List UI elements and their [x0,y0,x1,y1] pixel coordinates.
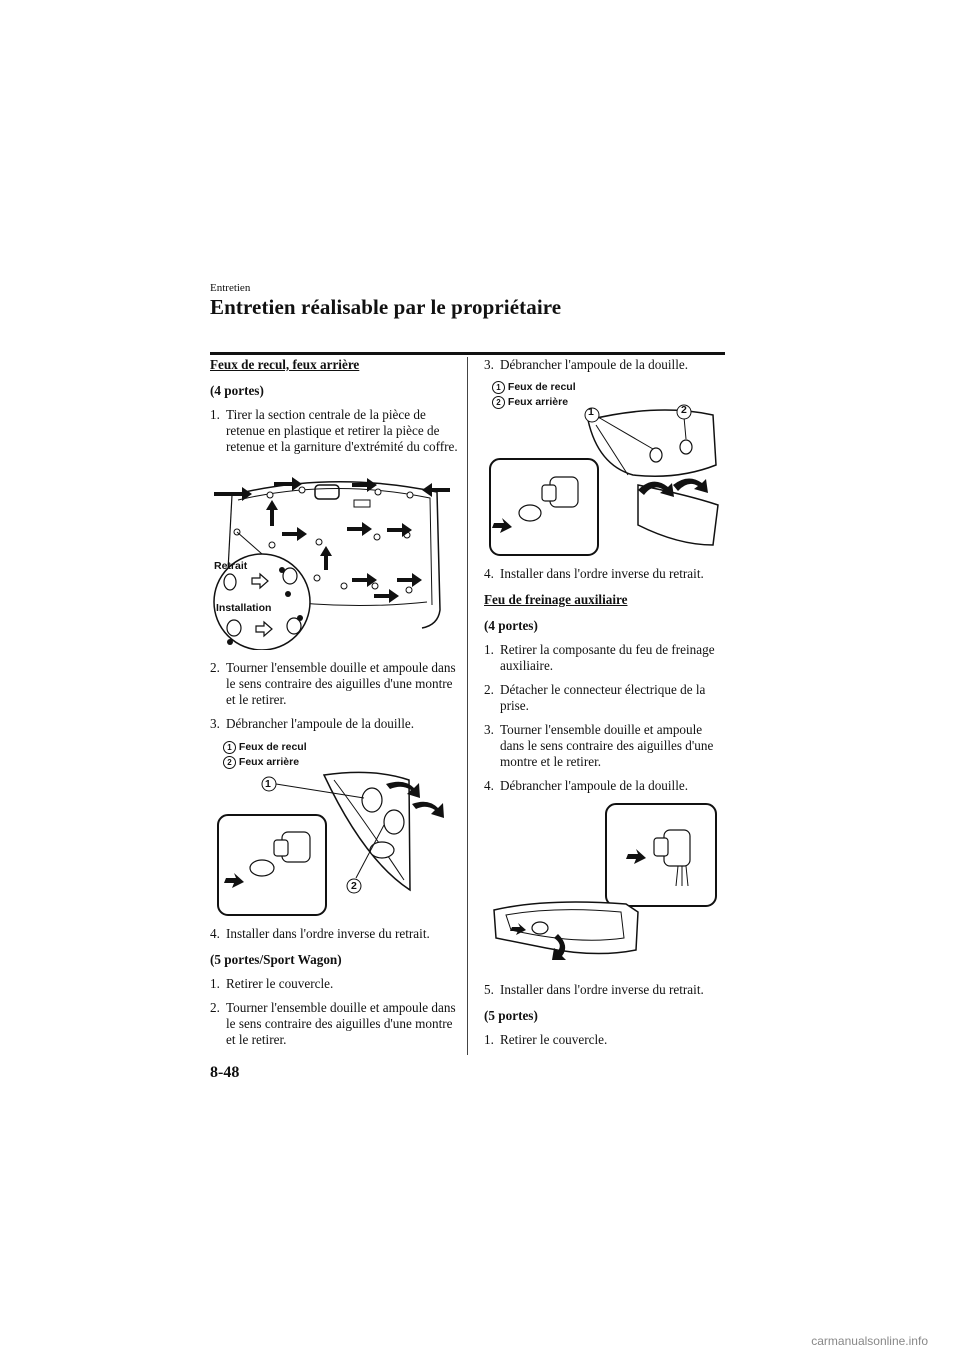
trunk-trim-figure [212,470,452,650]
callout-number-icon: 1 [223,741,236,754]
step-number: 4. [484,778,494,793]
header-rule [210,352,725,355]
callout-number: 1 [265,778,271,790]
step-number: 4. [484,566,494,581]
step-number: 3. [484,722,494,737]
hatchback-lamp-figure [488,395,724,560]
subheading-4-doors: (4 portes) [210,383,264,398]
step-text: Retirer le couvercle. [226,976,334,991]
step-text: Installer dans l'ordre inverse du retrait. [226,926,430,941]
subheading-5-doors-sport-wagon: (5 portes/Sport Wagon) [210,952,342,967]
callout-number-icon: 2 [223,756,236,769]
step-text: Tourner l'ensemble douille et ampoule dans le sens contraire des aiguilles d'une montre et le retirer. [500,722,714,769]
left-column-bottom [210,926,460,1048]
step-item [484,566,729,582]
right-column-middle [484,566,729,794]
step-item [484,682,729,714]
callout-number: 2 [681,404,687,416]
step-item [484,1032,729,1048]
step-number: 1. [484,1032,494,1047]
step-text: Détacher le connecteur électrique de la prise. [500,682,706,713]
step-text: Tourner l'ensemble douille et ampoule dans le sens contraire des aiguilles d'une montre et le retirer. [226,1000,456,1047]
callout-number: 2 [351,880,357,892]
figure-label-removal: Retrait [214,560,248,572]
page-number: 8-48 [210,1064,240,1081]
legend-text: Feux arrière [238,756,300,768]
step-item [484,778,729,794]
page-title: Entretien réalisable par le propriétaire [210,295,562,319]
step-text: Retirer la composante du feu de freinage auxiliaire. [500,642,715,673]
figure-legend-item [223,756,299,769]
step-number: 4. [210,926,220,941]
step-text: Débrancher l'ampoule de la douille. [500,778,689,793]
step-item [210,1000,460,1048]
step-number: 2. [210,1000,220,1015]
figure-legend-item [223,741,307,754]
step-item [210,976,460,992]
watermark: carmanualsonline.info [811,1334,928,1348]
callout-number-icon: 1 [492,381,505,394]
step-number: 1. [484,642,494,657]
step-item [210,660,460,708]
step-item [484,357,729,373]
auxiliary-brake-light-figure [486,800,722,972]
right-column-bottom [484,982,729,1048]
column-divider [467,357,468,1055]
step-number: 1. [210,407,220,422]
left-column-middle [210,660,460,732]
step-text: Débrancher l'ampoule de la douille. [500,357,689,372]
rear-lamp-bulb-figure [214,770,450,920]
step-text: Installer dans l'ordre inverse du retrait. [500,982,704,997]
step-number: 1. [210,976,220,991]
step-text: Tirer la section centrale de la pièce de retenue en plastique et retirer la pièce de retenue et la garniture d'extrémité du coffre. [226,407,458,454]
subheading-5-doors: (5 portes) [484,1008,538,1023]
step-item [210,926,460,942]
step-item [210,716,460,732]
step-text: Installer dans l'ordre inverse du retrait. [500,566,704,581]
step-number: 5. [484,982,494,997]
step-number: 3. [210,716,220,731]
figure-legend-item [492,381,576,394]
step-item [210,407,460,455]
step-item [484,642,729,674]
step-item [484,722,729,770]
callout-number: 1 [588,406,594,418]
step-text: Débrancher l'ampoule de la douille. [226,716,415,731]
legend-text: Feux de recul [238,741,307,753]
legend-text: Feux arrière [507,396,569,408]
step-text: Tourner l'ensemble douille et ampoule dans le sens contraire des aiguilles d'une montre et le retirer. [226,660,456,707]
subheading-4-doors: (4 portes) [484,618,538,633]
step-number: 3. [484,357,494,372]
step-number: 2. [210,660,220,675]
section-label: Entretien [210,282,251,294]
step-number: 2. [484,682,494,697]
callout-number-icon: 2 [492,396,505,409]
right-column-top [484,357,729,373]
section-heading-auxiliary-brake-light: Feu de freinage auxiliaire [484,592,628,607]
figure-label-installation: Installation [216,602,272,614]
legend-text: Feux de recul [507,381,576,393]
section-heading-rear-lights: Feux de recul, feux arrière [210,357,360,372]
step-item [484,982,729,998]
left-column-top [210,357,460,455]
step-text: Retirer le couvercle. [500,1032,608,1047]
